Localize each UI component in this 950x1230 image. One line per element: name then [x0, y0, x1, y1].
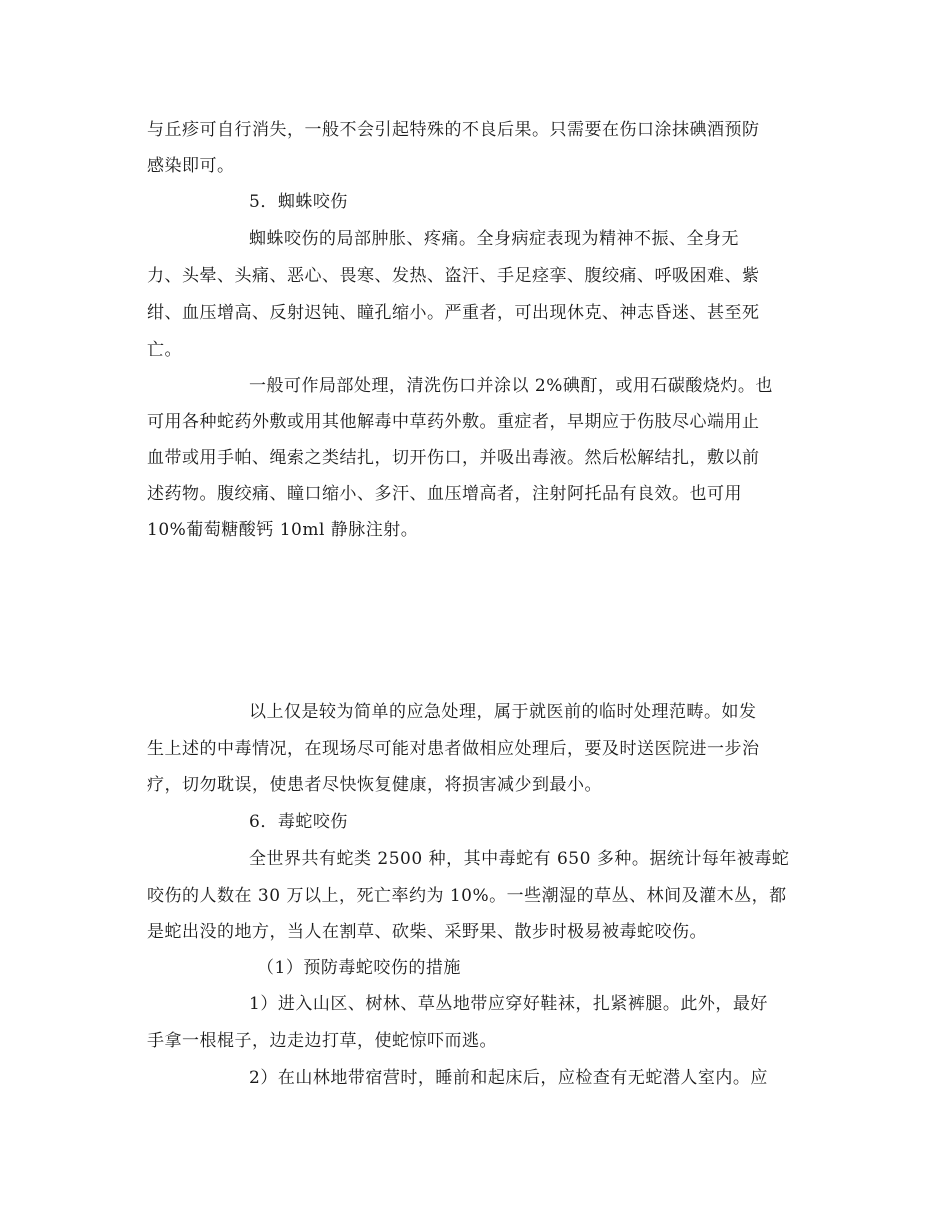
paragraph-line: 是蛇出没的地方，当人在割草、砍柴、采野果、散步时极易被毒蛇咬伤。: [147, 922, 707, 942]
paragraph-line: 10%葡萄糖酸钙 10ml 静脉注射。: [147, 520, 419, 540]
paragraph-line: 2）在山林地带宿营时，睡前和起床后，应检查有无蛇潜人室内。应: [249, 1068, 768, 1088]
paragraph-line: 疗，切勿耽误，使患者尽快恢复健康，将损害减少到最小。: [147, 775, 602, 795]
paragraph-line: 血带或用手帕、绳索之类结扎，切开伤口，并吸出毒液。然后松解结扎，敷以前: [147, 448, 760, 468]
paragraph-line: 与丘疹可自行消失，一般不会引起特殊的不良后果。只需要在伤口涂抹碘酒预防: [147, 120, 760, 140]
paragraph-line: 亡。: [147, 340, 182, 360]
paragraph-line: 生上述的中毒情况，在现场尽可能对患者做相应处理后，要及时送医院进一步治: [147, 739, 760, 759]
subsection-heading: （1）预防毒蛇咬伤的措施: [257, 958, 461, 978]
section-heading: 5．蜘蛛咬伤: [249, 192, 348, 212]
paragraph-line: 绀、血压增高、反射迟钝、瞳孔缩小。严重者，可出现休克、神志昏迷、甚至死: [147, 303, 760, 323]
paragraph-line: 1）进入山区、树林、草丛地带应穿好鞋袜，扎紧裤腿。此外，最好: [249, 994, 768, 1014]
paragraph-line: 全世界共有蛇类 2500 种，其中毒蛇有 650 多种。据统计每年被毒蛇: [249, 849, 790, 869]
paragraph-line: 蜘蛛咬伤的局部肿胀、疼痛。全身病症表现为精神不振、全身无: [249, 229, 739, 249]
paragraph-line: 力、头晕、头痛、恶心、畏寒、发热、盗汗、手足痉挛、腹绞痛、呼吸困难、紫: [147, 266, 760, 286]
paragraph-line: 述药物。腹绞痛、瞳口缩小、多汗、血压增高者，注射阿托品有良效。也可用: [147, 484, 742, 504]
paragraph-line: 以上仅是较为简单的应急处理，属于就医前的临时处理范畴。如发: [249, 702, 757, 722]
paragraph-line: 一般可作局部处理，清洗伤口并涂以 2%碘酊，或用石碳酸烧灼。也: [249, 376, 773, 396]
paragraph-line: 感染即可。: [147, 156, 235, 176]
paragraph-line: 咬伤的人数在 30 万以上，死亡率约为 10%。一些潮湿的草丛、林间及灌木丛，都: [147, 886, 787, 906]
paragraph-line: 可用各种蛇药外敷或用其他解毒中草药外敷。重症者，早期应于伤肢尽心端用止: [147, 412, 760, 432]
section-heading: 6．毒蛇咬伤: [249, 812, 348, 832]
paragraph-line: 手拿一根棍子，边走边打草，使蛇惊吓而逃。: [147, 1031, 497, 1051]
